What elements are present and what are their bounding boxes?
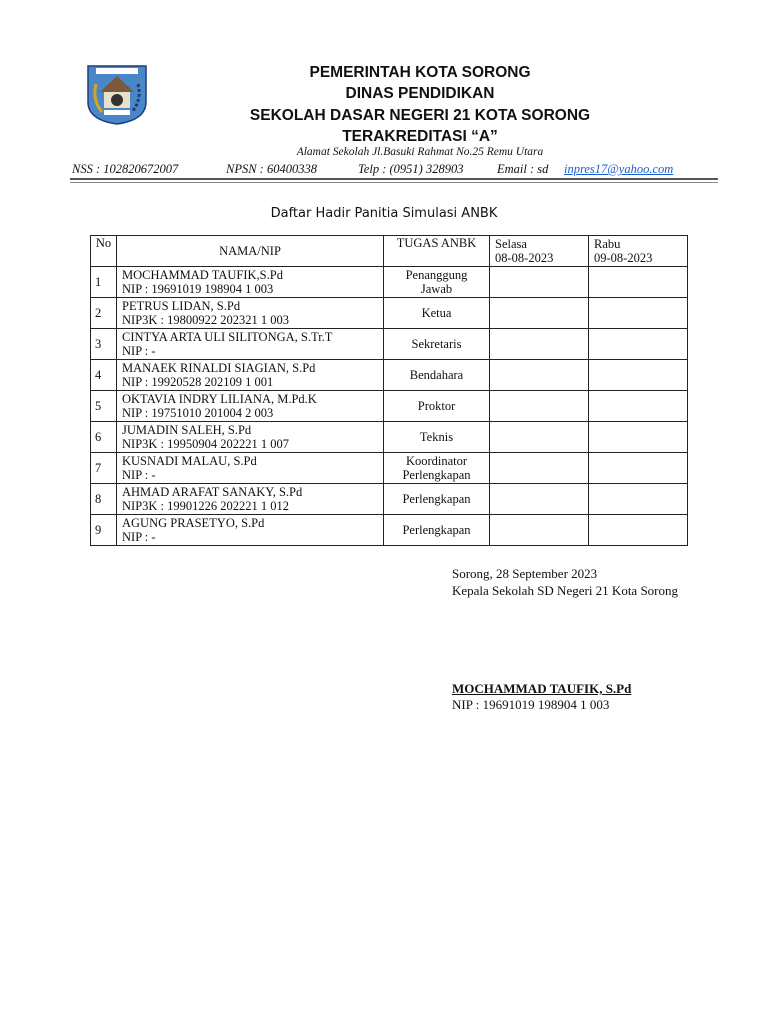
member-task: Koordinator Perlengkapan	[384, 453, 490, 484]
header-task: TUGAS ANBK	[384, 236, 490, 267]
member-cell	[117, 298, 384, 329]
attendance-table	[90, 235, 688, 546]
attendance-day1	[490, 391, 589, 422]
document-title: Daftar Hadir Panitia Simulasi ANBK	[270, 206, 498, 221]
member-id: NIP3K : 19950904 202221 1 007	[122, 437, 290, 451]
member-task: Proktor	[384, 391, 490, 422]
attendance-day2	[589, 360, 688, 391]
row-number: 9	[91, 515, 117, 546]
attendance-day2	[589, 391, 688, 422]
member-id: NIP : -	[122, 468, 156, 482]
member-task: Ketua	[384, 298, 490, 329]
table-row	[91, 329, 688, 360]
email-label: Email : sd	[497, 162, 549, 176]
member-id: NIP3K : 19901226 202221 1 012	[122, 499, 290, 513]
attendance-day2	[589, 267, 688, 298]
table-row	[91, 422, 688, 453]
member-name: PETRUS LIDAN, S.Pd	[122, 299, 241, 313]
member-task: Penanggung Jawab	[384, 267, 490, 298]
member-cell	[117, 391, 384, 422]
member-id: NIP3K : 19800922 202321 1 003	[122, 313, 290, 327]
table-row	[91, 484, 688, 515]
member-name: OKTAVIA INDRY LILIANA, M.Pd.K	[122, 392, 317, 406]
member-id: NIP : 19920528 202109 1 001	[122, 375, 274, 389]
header-day2: Rabu 09-08-2023	[589, 236, 688, 267]
attendance-day2	[589, 515, 688, 546]
nss-number: NSS : 102820672007	[72, 162, 179, 176]
member-name: MANAEK RINALDI SIAGIAN, S.Pd	[122, 361, 316, 375]
member-cell	[117, 360, 384, 391]
letterhead-department: DINAS PENDIDIKAN	[345, 85, 495, 102]
table-row	[91, 267, 688, 298]
header-name: NAMA/NIP	[117, 236, 384, 267]
member-cell	[117, 329, 384, 360]
attendance-day2	[589, 329, 688, 360]
signature-name: MOCHAMMAD TAUFIK, S.Pd	[452, 681, 632, 696]
member-id: NIP : 19691019 198904 1 003	[122, 282, 274, 296]
row-number: 4	[91, 360, 117, 391]
row-number: 8	[91, 484, 117, 515]
row-number: 2	[91, 298, 117, 329]
member-cell	[117, 422, 384, 453]
table-row	[91, 360, 688, 391]
attendance-day1	[490, 267, 589, 298]
school-address: Alamat Sekolah Jl.Basuki Rahmat No.25 Remu Utara	[296, 146, 544, 158]
letterhead-school: SEKOLAH DASAR NEGERI 21 KOTA SORONG	[249, 107, 591, 124]
member-cell	[117, 515, 384, 546]
signature-position: Kepala Sekolah SD Negeri 21 Kota Sorong	[452, 583, 679, 598]
header-divider-thin	[70, 182, 718, 183]
signature-nip: NIP : 19691019 198904 1 003	[452, 697, 610, 712]
attendance-day2	[589, 453, 688, 484]
member-cell	[117, 484, 384, 515]
email-link[interactable]: inpres17@yahoo.com	[564, 162, 674, 176]
member-id: NIP : -	[122, 530, 156, 544]
attendance-day1	[490, 422, 589, 453]
attendance-day1	[490, 484, 589, 515]
letterhead-government: PEMERINTAH KOTA SORONG	[309, 64, 531, 81]
member-task: Teknis	[384, 422, 490, 453]
member-id: NIP : 19751010 201004 2 003	[122, 406, 274, 420]
attendance-day1	[490, 453, 589, 484]
member-task: Perlengkapan	[384, 515, 490, 546]
member-name: AGUNG PRASETYO, S.Pd	[122, 516, 265, 530]
member-task: Bendahara	[384, 360, 490, 391]
attendance-day1	[490, 515, 589, 546]
row-number: 7	[91, 453, 117, 484]
member-name: MOCHAMMAD TAUFIK,S.Pd	[122, 268, 283, 282]
letterhead-accreditation: TERAKREDITASI “A”	[342, 128, 498, 145]
attendance-day1	[490, 298, 589, 329]
signature-place-date: Sorong, 28 September 2023	[452, 566, 598, 581]
table-row	[91, 515, 688, 546]
row-number: 1	[91, 267, 117, 298]
attendance-day1	[490, 329, 589, 360]
attendance-day1	[490, 360, 589, 391]
member-name: KUSNADI MALAU, S.Pd	[122, 454, 257, 468]
header-day1: Selasa 08-08-2023	[490, 236, 589, 267]
row-number: 5	[91, 391, 117, 422]
member-task: Sekretaris	[384, 329, 490, 360]
telephone: Telp : (0951) 328903	[358, 162, 464, 176]
table-row	[91, 298, 688, 329]
member-cell	[117, 453, 384, 484]
member-id: NIP : -	[122, 344, 156, 358]
member-name: AHMAD ARAFAT SANAKY, S.Pd	[122, 485, 303, 499]
member-cell	[117, 267, 384, 298]
table-row	[91, 453, 688, 484]
member-name: JUMADIN SALEH, S.Pd	[122, 423, 252, 437]
attendance-day2	[589, 298, 688, 329]
member-task: Perlengkapan	[384, 484, 490, 515]
npsn-number: NPSN : 60400338	[226, 162, 317, 176]
member-name: CINTYA ARTA ULI SILITONGA, S.Tr.T	[122, 330, 333, 344]
table-header-row	[91, 236, 688, 267]
header-divider	[70, 178, 718, 180]
row-number: 6	[91, 422, 117, 453]
table-row	[91, 391, 688, 422]
row-number: 3	[91, 329, 117, 360]
header-no: No	[91, 236, 117, 267]
kota-sorong-logo	[84, 64, 150, 126]
attendance-day2	[589, 484, 688, 515]
attendance-day2	[589, 422, 688, 453]
